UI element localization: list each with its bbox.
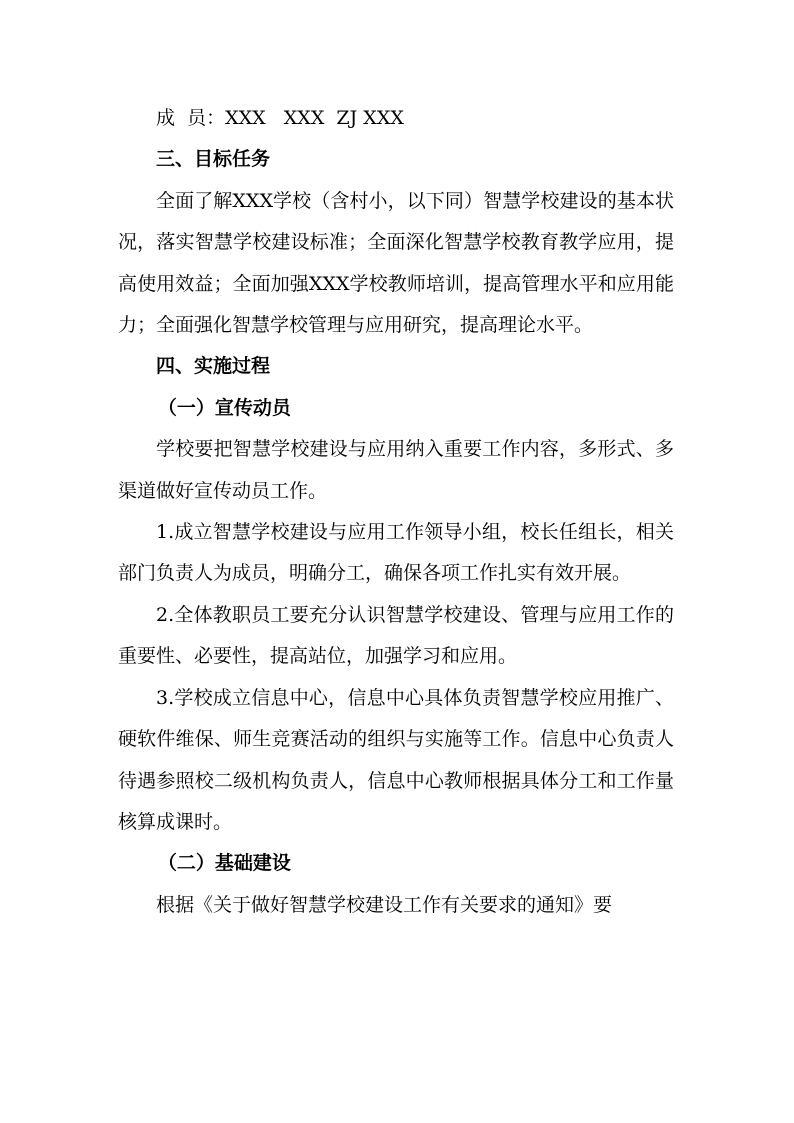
paragraph-goals: 全面了解XXX学校（含村小，以下同）智慧学校建设的基本状况，落实智慧学校建设标准；全面深化智慧学校教育教学应用，提高使用效益；全面加强XXX学校教师培训，提高管理水平和应用能力；全面强化智慧学校管理与应用研究，提高理论水平。 [118,189,674,337]
section-heading-implementation: 四、实施过程 [156,355,271,378]
document-body [118,98,674,926]
subsection-heading-infrastructure: （二）基础建设 [157,852,291,875]
members-line: 成 员：XXX XXX ZJ XXX [156,107,404,129]
list-item-3: 3.学校成立信息中心，信息中心具体负责智慧学校应用推广、硬软件维保、师生竞赛活动的组织与实施等工作。信息中心负责人待遇参照校二级机构负责人，信息中心教师根据具体分工和工作量核算成课时。 [118,686,674,833]
section-heading-goals: 三、目标任务 [156,148,271,171]
paragraph-infrastructure-intro: 根据《关于做好智慧学校建设工作有关要求的通知》要 [156,893,613,916]
list-item-1: 1.成立智慧学校建设与应用工作领导小组，校长任组长，相关部门负责人为成员，明确分工，确保各项工作扎实有效开展。 [118,521,674,585]
list-item-2: 2.全体教职员工要充分认识智慧学校建设、管理与应用工作的重要性、必要性，提高站位，加强学习和应用。 [118,603,674,668]
paragraph-publicity-intro: 学校要把智慧学校建设与应用纳入重要工作内容，多形式、多渠道做好宣传动员工作。 [118,438,674,502]
subsection-heading-publicity: （一）宣传动员 [157,396,291,419]
